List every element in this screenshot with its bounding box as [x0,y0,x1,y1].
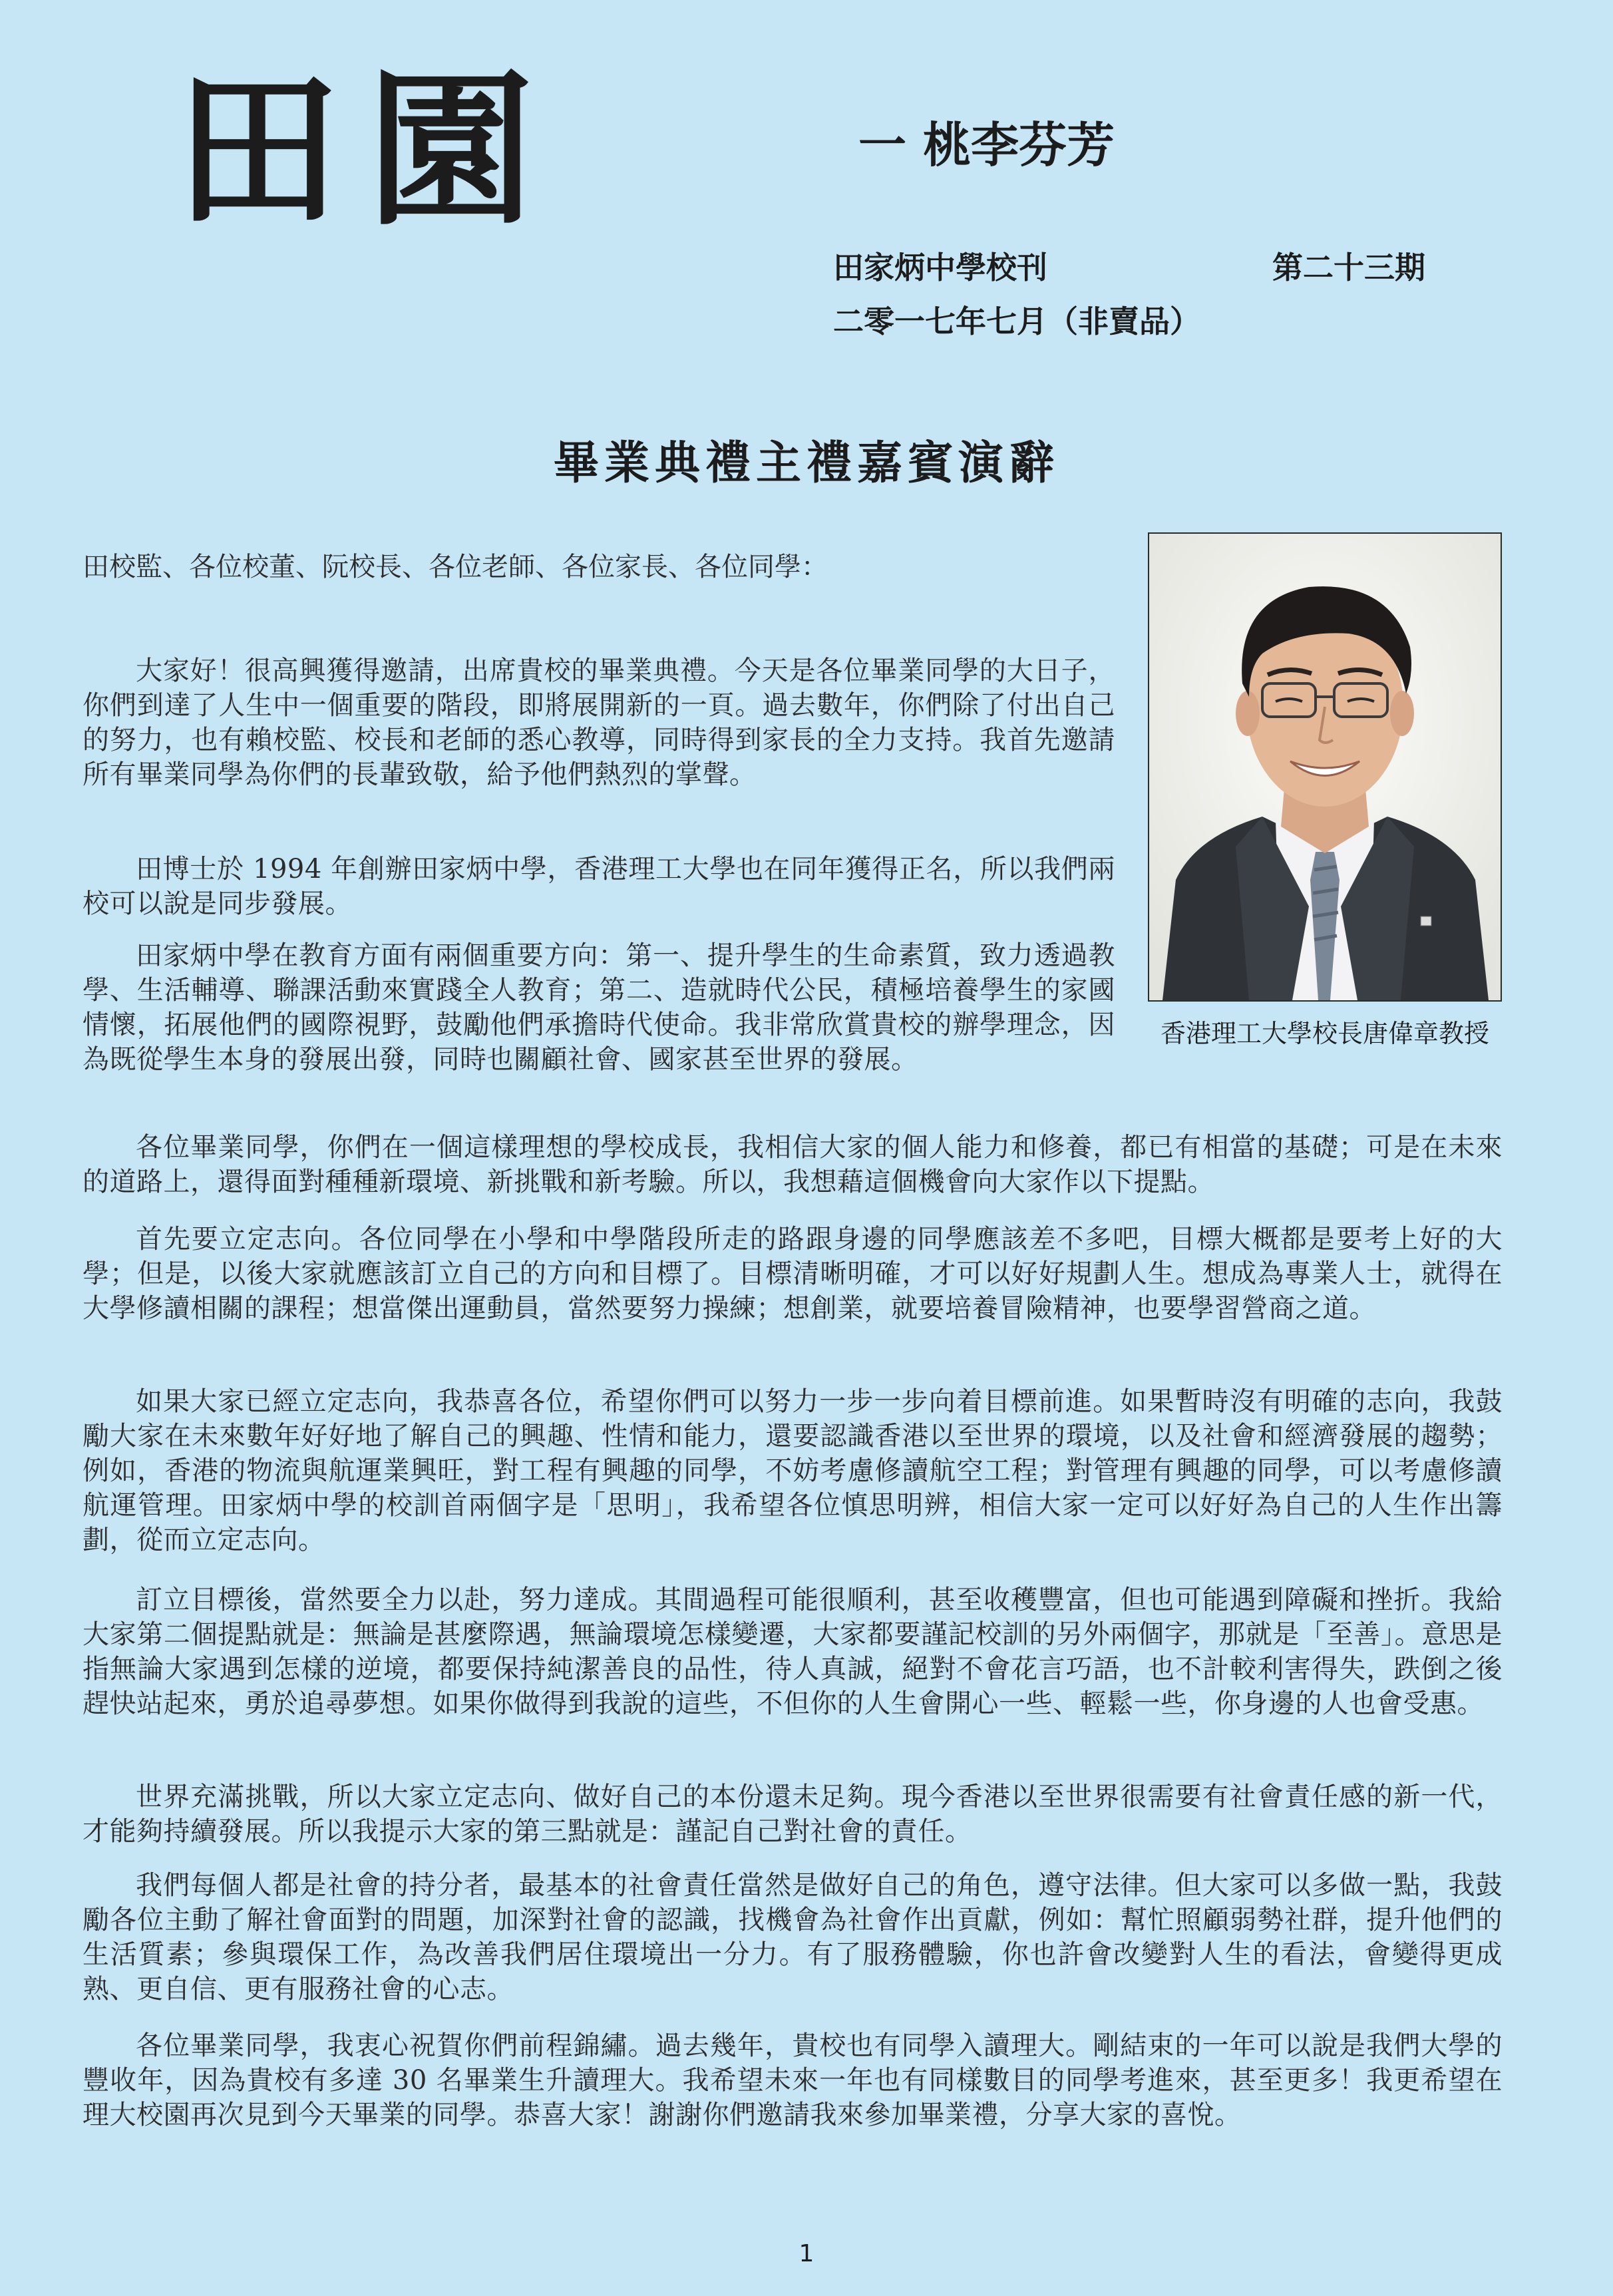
paragraph-3: 田家炳中學在教育方面有兩個重要方向：第一、提升學生的生命素質，致力透過教學、生活輔導、聯課活動來實踐全人教育；第二、造就時代公民，積極培養學生的家國情懷，拓展他們的國際視野，鼓勵他們承擔時代使命。我非常欣賞貴校的辦學理念，因為既從學生本身的發展出發，同時也關顧社會、國家甚至世界的發展。 [83,940,1115,1075]
publication-date: 二零一七年七月（非賣品） [833,303,1200,339]
paragraph-10: 各位畢業同學，我衷心祝賀你們前程錦繡。過去幾年，貴校也有同學入讀理大。剛結束的一年可以說是我們大學的豐收年，因為貴校有多達 30 名畢業生升讀理大。我希望未來一年也有同樣數目的同學考進來，甚至更多！我更希望在理大校園再次見到今天畢業的同學。恭喜大家！謝謝你們邀請我來參加畢業禮，分享大家的喜悅。 [83,2030,1503,2130]
paragraph-6: 如果大家已經立定志向，我恭喜各位，希望你們可以努力一步一步向着目標前進。如果暫時沒有明確的志向，我鼓勵大家在未來數年好好地了解自己的興趣、性情和能力，還要認識香港以至世界的環境，以及社會和經濟發展的趨勢；例如，香港的物流與航運業興旺，對工程有興趣的同學，不妨考慮修讀航空工程；對管理有興趣的同學，可以考慮修讀航運管理。田家炳中學的校訓首兩個字是「思明」，我希望各位慎思明辨，相信大家一定可以好好為自己的人生作出籌劃，從而立定志向。 [83,1386,1503,1555]
paragraph-2: 田博士於 1994 年創辦田家炳中學，香港理工大學也在同年獲得正名，所以我們兩校可以說是同步發展。 [83,854,1115,919]
publication-name: 田家炳中學校刊 [833,250,1047,286]
article-title: 畢業典禮主禮嘉賓演辭 [553,437,1059,490]
paragraph-5: 首先要立定志向。各位同學在小學和中學階段所走的路跟身邊的同學應該差不多吧，目標大概都是要考上好的大學；但是，以後大家就應該訂立自己的方向和目標了。目標清晰明確，才可以好好規劃人生。想成為專業人士，就得在大學修讀相關的課程；想當傑出運動員，當然要努力操練；想創業，就要培養冒險精神，也要學習營商之道。 [83,1224,1503,1324]
paragraph-1: 大家好！很高興獲得邀請，出席貴校的畢業典禮。今天是各位畢業同學的大日子，你們到達了人生中一個重要的階段，即將展開新的一頁。過去數年，你們除了付出自己的努力，也有賴校監、校長和老師的悉心教導，同時得到家長的全力支持。我首先邀請所有畢業同學為你們的長輩致敬，給予他們熱烈的掌聲。 [83,656,1115,790]
calligrapher-credit: 一 桃李芬芳 [858,117,1115,173]
page-number: 1 [799,2240,814,2267]
paragraph-8: 世界充滿挑戰，所以大家立定志向、做好自己的本份還未足夠。現今香港以至世界很需要有社會責任感的新一代，才能夠持續發展。所以我提示大家的第三點就是：謹記自己對社會的責任。 [83,1782,1503,1847]
masthead-logo: 田園 [174,52,560,248]
portrait-photo [1148,532,1502,1002]
paragraph-4: 各位畢業同學，你們在一個這樣理想的學校成長，我相信大家的個人能力和修養，都已有相當的基礎；可是在未來的道路上，還得面對種種新環境、新挑戰和新考驗。所以，我想藉這個機會向大家作以下提點。 [83,1132,1503,1197]
paragraph-7: 訂立目標後，當然要全力以赴，努力達成。其間過程可能很順利，甚至收穫豐富，但也可能遇到障礙和挫折。我給大家第二個提點就是：無論是甚麼際遇，無論環境怎樣變遷，大家都要謹記校訓的另外兩個字，那就是「至善」。意思是指無論大家遇到怎樣的逆境，都要保持純潔善良的品性，待人真誠，絕對不會花言巧語，也不計較利害得失，跌倒之後趕快站起來，勇於追尋夢想。如果你做得到我說的這些，不但你的人生會開心一些、輕鬆一些，你身邊的人也會受惠。 [83,1585,1503,1719]
paragraph-9: 我們每個人都是社會的持分者，最基本的社會責任當然是做好自己的角色，遵守法律。但大家可以多做一點，我鼓勵各位主動了解社會面對的問題，加深對社會的認識，找機會為社會作出貢獻，例如：幫忙照顧弱勢社群，提升他們的生活質素；參與環保工作，為改善我們居住環境出一分力。有了服務體驗，你也許會改變對人生的看法，會變得更成熟、更自信、更有服務社會的心志。 [83,1870,1503,2005]
salutation: 田校監、各位校董、阮校長、各位老師、各位家長、各位同學： [83,552,828,582]
portrait-illustration [1149,534,1501,1000]
issue-number: 第二十三期 [1272,250,1425,286]
photo-caption: 香港理工大學校長唐偉章教授 [1160,1019,1489,1048]
